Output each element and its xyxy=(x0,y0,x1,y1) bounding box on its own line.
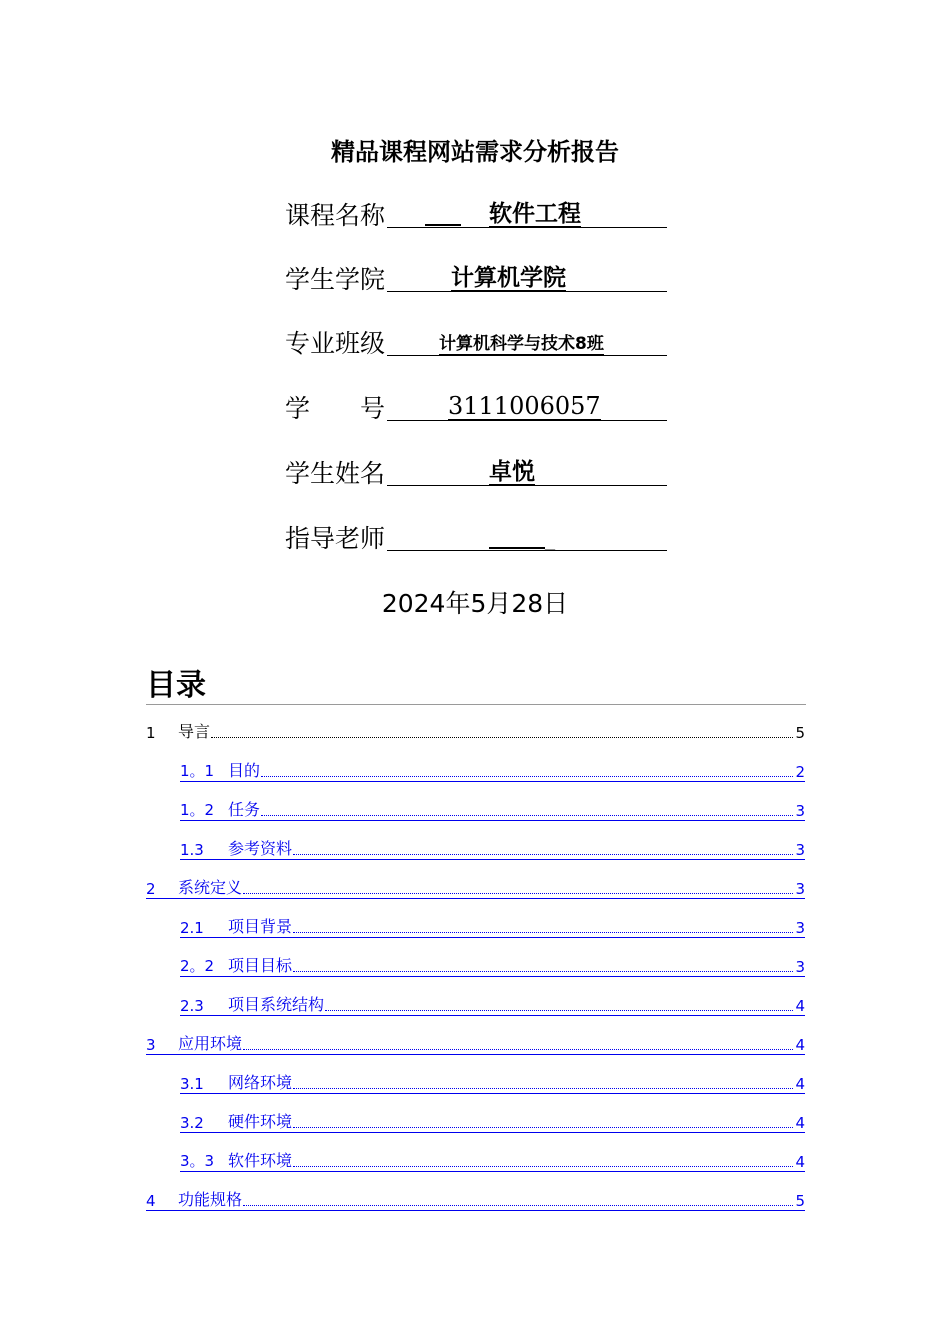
toc-text: 项目目标 xyxy=(228,956,293,975)
toc-page: 4 xyxy=(795,1036,805,1054)
toc-leader xyxy=(261,776,793,777)
toc-entry[interactable] xyxy=(146,1188,805,1211)
toc-number: 3.2 xyxy=(180,1114,204,1132)
blank-dash xyxy=(489,547,545,549)
toc-entry[interactable] xyxy=(180,759,805,782)
toc-leader xyxy=(325,1010,793,1011)
toc-leader xyxy=(211,737,793,738)
toc-page: 3 xyxy=(795,919,805,937)
toc-leader xyxy=(243,893,793,894)
toc-page: 3 xyxy=(795,841,805,859)
field-college xyxy=(285,252,667,292)
toc-entry[interactable] xyxy=(180,915,805,938)
toc-page: 3 xyxy=(795,880,805,898)
field-value: 计算机学院 xyxy=(451,264,566,291)
field-underline xyxy=(387,420,667,421)
toc-leader xyxy=(243,1205,793,1206)
toc-number: 1.3 xyxy=(180,841,204,859)
toc-number: 2。2 xyxy=(180,957,215,975)
toc-entry[interactable] xyxy=(146,720,805,742)
toc-page: 3 xyxy=(795,958,805,976)
field-value: 3111006057 xyxy=(448,391,601,420)
toc-number: 1。2 xyxy=(180,801,215,819)
toc-page: 4 xyxy=(795,1153,805,1171)
toc-number: 4 xyxy=(146,1192,156,1210)
toc-text: 应用环境 xyxy=(178,1034,243,1053)
toc-page: 2 xyxy=(795,763,805,781)
field-underline xyxy=(387,485,667,486)
field-label: 课程名称 xyxy=(285,201,386,230)
toc-leader xyxy=(293,1127,793,1128)
toc-entry[interactable] xyxy=(146,1032,805,1055)
toc-page: 3 xyxy=(795,802,805,820)
toc-number: 2 xyxy=(146,880,156,898)
toc-entry[interactable] xyxy=(180,1071,805,1094)
field-student-name xyxy=(285,446,667,486)
toc-entry[interactable] xyxy=(180,1149,805,1172)
field-underline xyxy=(387,291,667,292)
toc-entry[interactable] xyxy=(180,993,805,1016)
field-underline xyxy=(387,227,667,228)
toc-entry[interactable] xyxy=(180,1110,805,1133)
toc-number: 1。1 xyxy=(180,762,215,780)
field-label: 学生姓名 xyxy=(285,459,386,488)
toc-page: 5 xyxy=(795,724,805,742)
toc-leader xyxy=(293,1088,793,1089)
toc-leader xyxy=(293,932,793,933)
toc-entry[interactable] xyxy=(180,837,805,860)
toc-text: 目的 xyxy=(228,761,261,780)
toc-page: 5 xyxy=(795,1192,805,1210)
field-underline xyxy=(387,355,667,356)
toc-entry[interactable] xyxy=(180,954,805,977)
toc-number: 3.1 xyxy=(180,1075,204,1093)
toc-entry[interactable] xyxy=(180,798,805,821)
toc-text: 硬件环境 xyxy=(228,1112,293,1131)
field-label: 指导老师 xyxy=(285,524,386,553)
field-label: 学 号 xyxy=(285,394,386,423)
blank-dash xyxy=(425,224,461,226)
report-title: 精品课程网站需求分析报告 xyxy=(331,138,619,166)
report-date: 2024年5月28日 xyxy=(381,589,569,618)
toc-divider xyxy=(146,704,806,705)
toc-text: 系统定义 xyxy=(178,878,243,897)
toc-number: 3。3 xyxy=(180,1152,215,1170)
field-class xyxy=(285,316,667,356)
toc-page: 4 xyxy=(795,997,805,1015)
field-value: 软件工程 xyxy=(489,200,581,227)
toc-number: 1 xyxy=(146,724,156,742)
toc-text: 项目系统结构 xyxy=(228,995,325,1014)
toc-heading: 目录 xyxy=(146,668,206,703)
toc-number: 2.3 xyxy=(180,997,204,1015)
field-value: 计算机科学与技术8班 xyxy=(439,334,604,355)
toc-entry[interactable] xyxy=(146,876,805,899)
toc-page: 4 xyxy=(795,1114,805,1132)
toc-leader xyxy=(293,1166,793,1167)
toc-page: 4 xyxy=(795,1075,805,1093)
toc-text: 参考资料 xyxy=(228,839,293,858)
toc-text: 软件环境 xyxy=(228,1151,293,1170)
field-student-id xyxy=(285,381,667,421)
field-underline xyxy=(387,550,667,551)
field-course-name xyxy=(285,188,667,228)
toc-text: 网络环境 xyxy=(228,1073,293,1092)
toc-number: 3 xyxy=(146,1036,156,1054)
toc-text: 导言 xyxy=(178,722,211,741)
toc-text: 项目背景 xyxy=(228,917,293,936)
toc-leader xyxy=(261,815,793,816)
toc-text: 功能规格 xyxy=(178,1190,243,1209)
toc-leader xyxy=(293,854,793,855)
toc-leader xyxy=(293,971,793,972)
toc-number: 2.1 xyxy=(180,919,204,937)
toc-text: 任务 xyxy=(228,800,261,819)
field-label: 专业班级 xyxy=(285,329,386,358)
field-label: 学生学院 xyxy=(285,265,386,294)
field-advisor xyxy=(285,511,667,551)
toc-leader xyxy=(243,1049,793,1050)
field-value: _ xyxy=(545,527,555,551)
field-value: 卓悦 xyxy=(489,458,535,485)
